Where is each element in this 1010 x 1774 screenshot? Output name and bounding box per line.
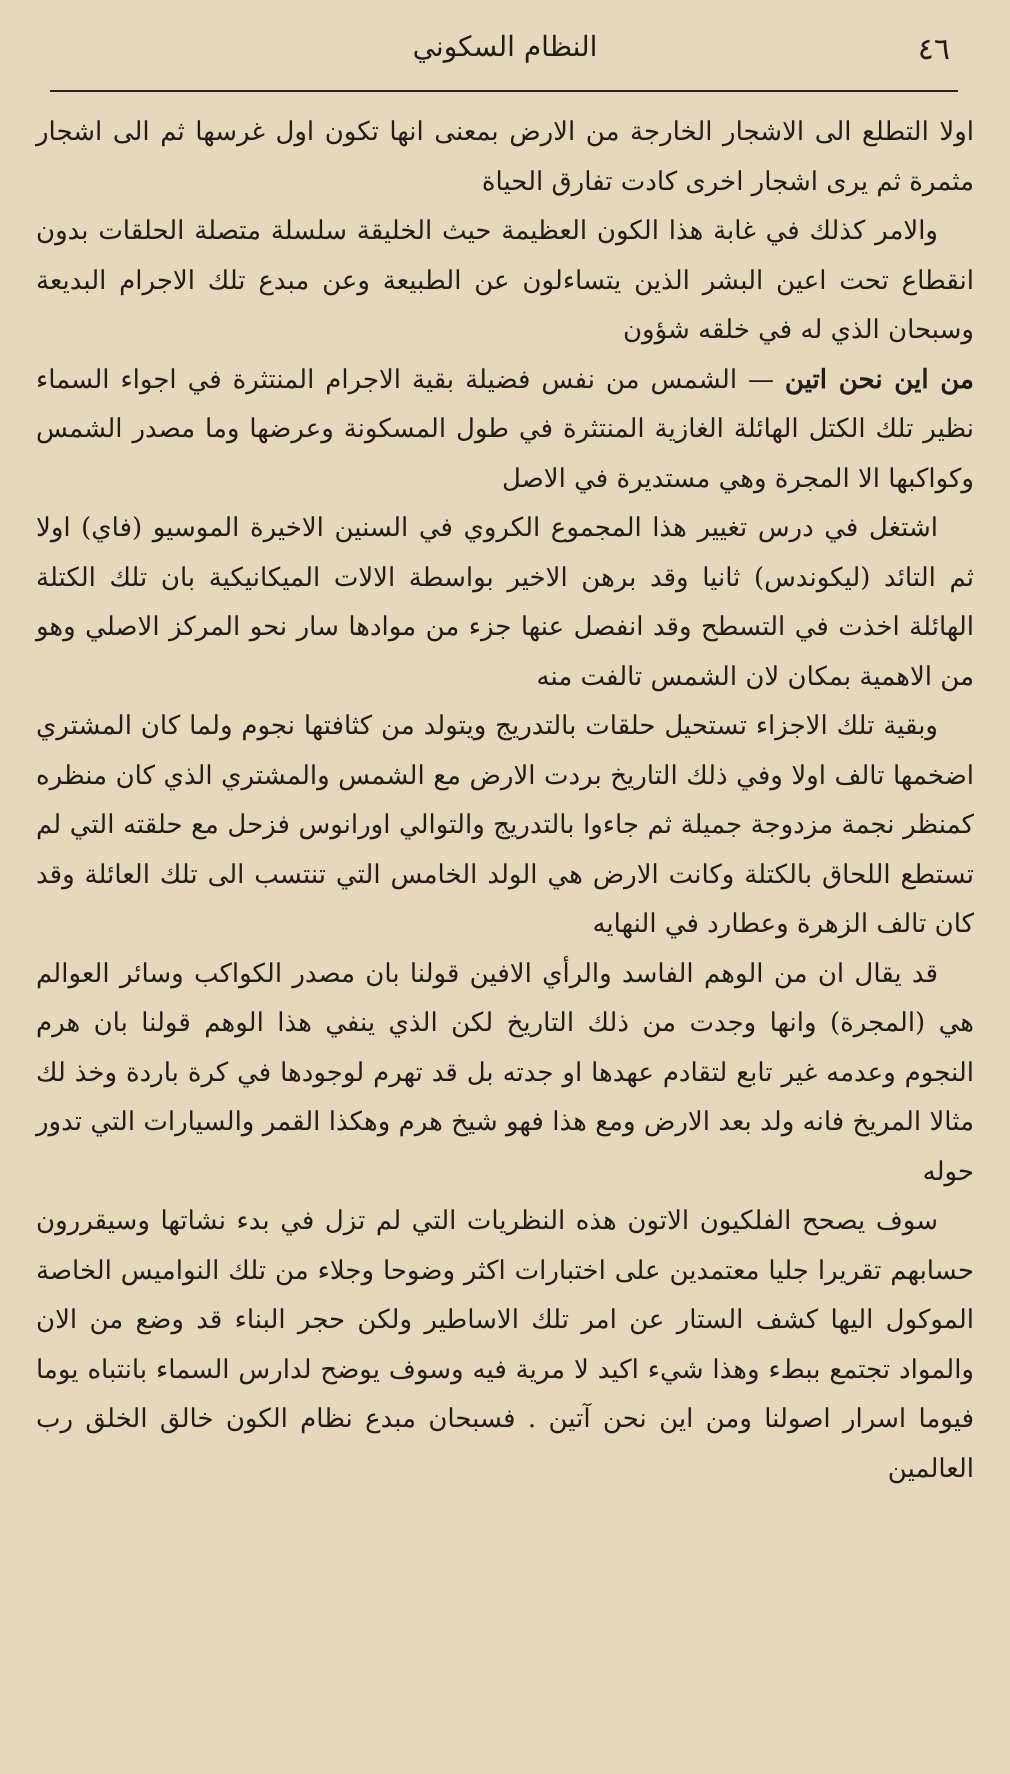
paragraph-text: سوف يصحح الفلكيون الاتون هذه النظريات التي لم تزل في بدء نشاتها وسيقررون حسابهم تقريرا جليا معتمدين على اختبارات اكثر وضوحا وجلاء من تلك النواميس الخاصة الموكول اليها كشف الستار عن امر تلك الاساطير ولكن حجر البناء قد وضع من الان والمواد تجتمع ببطء وهذا شيء اكيد لا مرية فيه وسوف يوضح لدارس السماء بانتباه يوما فيوما اسرار اصولنا ومن اين نحن آتين . فسبحان مبدع نظام الكون خالق الخلق رب العالمين xyxy=(36,1206,974,1484)
page-header xyxy=(60,26,950,76)
paragraph xyxy=(36,108,974,207)
paragraph xyxy=(36,356,974,505)
running-title: النظام السكوني xyxy=(412,30,598,63)
paragraph-text: قد يقال ان من الوهم الفاسد والرأي الافين قولنا بان مصدر الكواكب وسائر العوالم هي (المجرة) وانها وجدت من ذلك التاريخ لكن الذي ينفي هذا الوهم قولنا بان هرم النجوم وعدمه غير تابع لتقادم عهدها او جدته بل قد تهرم لوجودها في كرة باردة وخذ لك مثالا المريخ فانه ولد بعد الارض ومع هذا فهو شيخ هرم وهكذا القمر والسيارات التي تدور حوله xyxy=(36,958,974,1187)
section-heading: من اين نحن اتين xyxy=(784,364,974,395)
paragraph-text: وبقية تلك الاجزاء تستحيل حلقات بالتدريج ويتولد من كثافتها نجوم ولما كان المشتري اضخمها تالف اولا وفي ذلك التاريخ بردت الارض مع الشمس والمشتري الذي كان منظره كمنظر نجمة مزدوجة جميلة ثم جاءوا بالتدريج والتوالي اورانوس فزحل مع حلقته التي لم تستطع اللحاق بالكتلة وكانت الارض هي الولد الخامس التي تنتسب الى تلك العائلة وقد كان تالف الزهرة وعطارد في النهايه xyxy=(36,711,974,939)
paragraph xyxy=(36,207,974,356)
paragraph xyxy=(36,702,974,950)
paragraph xyxy=(36,1197,974,1494)
paragraph-text: — الشمس من نفس فضيلة بقية الاجرام المنتثرة في اجواء السماء نظير تلك الكتل الهائلة الغازية المنتثرة في طول المسكونة وعرضها وما مصدر الشمس وكواكبها الا المجرة وهي مستديرة في الاصل xyxy=(36,364,974,494)
paragraph-text: اشتغل في درس تغيير هذا المجموع الكروي في السنين الاخيرة الموسيو (فاي) اولا ثم التائد (ليكوندس) ثانيا وقد برهن الاخير بواسطة الالات الميكانيكية بان تلك الكتلة الهائلة اخذت في التسطح وقد انفصل عنها جزء من موادها سار نحو المركز الاصلي وهو من الاهمية بمكان لان الشمس تالفت منه xyxy=(36,513,974,692)
paragraph xyxy=(36,504,974,702)
body-text xyxy=(36,108,974,1494)
paragraph-text: والامر كذلك في غابة هذا الكون العظيمة حيث الخليقة سلسلة متصلة الحلقات بدون انقطاع تحت اعين البشر الذين يتساءلون عن الطبيعة وعن مبدع تلك الاجرام البديعة وسبحان الذي له في خلقه شؤون xyxy=(36,216,974,345)
page-number: ٤٦ xyxy=(917,32,950,67)
paragraph xyxy=(36,950,974,1198)
paragraph-text: اولا التطلع الى الاشجار الخارجة من الارض بمعنى انها تكون اول غرسها ثم الى اشجار مثمرة ثم يرى اشجار اخرى كادت تفارق الحياة xyxy=(36,117,974,197)
header-rule xyxy=(50,90,958,92)
